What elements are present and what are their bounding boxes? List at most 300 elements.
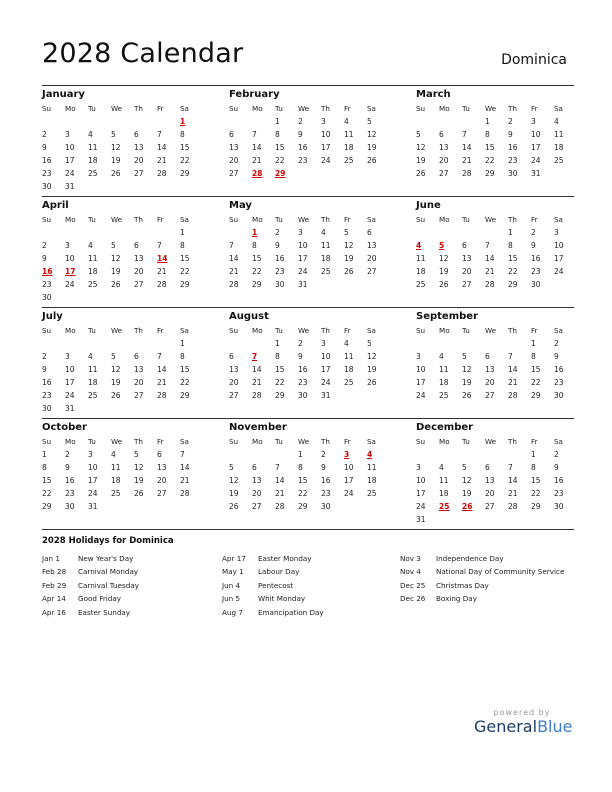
weekday-label: Tu: [462, 326, 470, 335]
day-grid: [229, 213, 381, 291]
holiday-date: Feb 28: [42, 567, 67, 577]
weekday-label: Mo: [439, 104, 450, 113]
day-cell: 30: [42, 404, 52, 413]
day-cell: 21: [229, 267, 239, 276]
day-cell: 27: [134, 391, 144, 400]
day-cell: 20: [134, 378, 144, 387]
holiday-item: [42, 606, 139, 619]
day-cell: 7: [508, 463, 513, 472]
day-cell: 14: [252, 143, 262, 152]
calendar-grid: [42, 85, 574, 530]
holiday-name: Labour Day: [258, 567, 300, 577]
holiday-date: Feb 29: [42, 580, 67, 590]
day-cell: 18: [416, 267, 426, 276]
weekday-label: Fr: [344, 326, 351, 335]
day-cell: 6: [462, 241, 467, 250]
holiday-day: 17: [65, 267, 76, 276]
day-cell: 24: [321, 378, 331, 387]
day-cell: 2: [42, 352, 47, 361]
day-cell: 25: [554, 156, 564, 165]
day-cell: 23: [42, 169, 52, 178]
empty-cell: [439, 337, 462, 350]
weekday-label: Su: [42, 326, 52, 335]
day-cell: 10: [65, 254, 75, 263]
day-cell: 27: [485, 391, 495, 400]
holiday-day: 3: [344, 450, 350, 459]
brand-name: [474, 717, 573, 736]
day-cell: 13: [229, 365, 239, 374]
holiday-date: Jan 1: [42, 554, 60, 563]
weekday-label: Th: [134, 215, 143, 224]
holiday-column: [42, 552, 139, 619]
day-cell: 27: [134, 169, 144, 178]
day-cell: 14: [157, 143, 167, 152]
day-cell: 10: [298, 241, 308, 250]
day-cell: 30: [531, 280, 541, 289]
day-cell: 22: [275, 156, 285, 165]
month-name: August: [229, 311, 269, 322]
weekday-label: Su: [416, 104, 426, 113]
day-cell: 28: [229, 280, 239, 289]
day-cell: 31: [65, 182, 75, 191]
day-cell: 27: [439, 169, 449, 178]
month-august: [229, 310, 381, 402]
day-cell: 29: [180, 280, 190, 289]
day-cell: 18: [321, 254, 331, 263]
day-cell: 4: [88, 352, 93, 361]
day-cell: 18: [88, 267, 98, 276]
day-cell: 10: [65, 143, 75, 152]
weekday-label: We: [111, 104, 123, 113]
day-cell: 9: [65, 463, 70, 472]
day-cell: 7: [462, 130, 467, 139]
day-cell: 8: [298, 463, 303, 472]
day-cell: 14: [252, 365, 262, 374]
day-cell: 15: [180, 365, 190, 374]
day-cell: 31: [321, 391, 331, 400]
day-cell: 13: [157, 463, 167, 472]
day-cell: 16: [321, 476, 331, 485]
day-cell: 26: [367, 156, 377, 165]
day-cell: 10: [416, 476, 426, 485]
weekday-label: Fr: [344, 215, 351, 224]
day-cell: 19: [367, 365, 377, 374]
weekday-label: Tu: [462, 215, 470, 224]
day-cell: 3: [416, 352, 421, 361]
weekday-label: Th: [508, 326, 517, 335]
day-cell: 17: [416, 378, 426, 387]
day-cell: 20: [229, 156, 239, 165]
day-cell: 6: [134, 241, 139, 250]
holiday-day: 25: [439, 502, 450, 511]
day-cell: 6: [229, 352, 234, 361]
day-cell: 19: [462, 489, 472, 498]
day-cell: 22: [180, 378, 190, 387]
day-cell: 7: [252, 130, 257, 139]
day-cell: 16: [554, 365, 564, 374]
day-cell: 25: [321, 267, 331, 276]
day-cell: 2: [298, 117, 303, 126]
day-grid: [229, 324, 381, 402]
day-cell: 20: [485, 489, 495, 498]
weekday-label: Th: [134, 326, 143, 335]
month-name: March: [416, 89, 451, 100]
empty-cell: [229, 115, 252, 128]
holiday-name: Easter Monday: [258, 554, 312, 563]
weekday-label: Th: [508, 437, 517, 446]
empty-cell: [157, 226, 180, 239]
day-cell: 27: [157, 489, 167, 498]
day-cell: 31: [65, 404, 75, 413]
day-cell: 21: [485, 267, 495, 276]
empty-cell: [275, 448, 298, 461]
day-cell: 8: [180, 352, 185, 361]
day-cell: 10: [65, 365, 75, 374]
day-cell: 20: [157, 476, 167, 485]
day-cell: 4: [344, 117, 349, 126]
day-cell: 15: [275, 365, 285, 374]
holiday-day: 1: [252, 228, 258, 237]
day-cell: 4: [321, 228, 326, 237]
day-cell: 8: [180, 241, 185, 250]
holiday-day: 29: [275, 169, 286, 178]
weekday-label: Fr: [157, 437, 164, 446]
holiday-day: 28: [252, 169, 263, 178]
weekday-label: Mo: [439, 437, 450, 446]
weekday-label: Mo: [65, 215, 76, 224]
day-cell: 26: [134, 489, 144, 498]
day-cell: 12: [367, 352, 377, 361]
holiday-item: [400, 552, 564, 565]
day-cell: 4: [344, 339, 349, 348]
holiday-day: 16: [42, 267, 53, 276]
holiday-name: Boxing Day: [436, 594, 477, 604]
weekday-label: Su: [229, 104, 239, 113]
weekday-label: Th: [508, 104, 517, 113]
weekday-label: Sa: [180, 326, 189, 335]
day-cell: 11: [439, 365, 449, 374]
weekday-label: Mo: [65, 104, 76, 113]
empty-cell: [462, 226, 485, 239]
holiday-name: Whit Monday: [258, 594, 306, 604]
day-cell: 25: [88, 391, 98, 400]
weekday-label: Th: [134, 437, 143, 446]
holiday-date: Nov 3: [400, 554, 421, 563]
day-cell: 18: [111, 476, 121, 485]
day-cell: 25: [111, 489, 121, 498]
weekday-label: Sa: [554, 326, 563, 335]
holiday-column: [222, 552, 324, 619]
empty-cell: [439, 115, 462, 128]
day-cell: 9: [42, 254, 47, 263]
day-cell: 15: [508, 254, 518, 263]
day-cell: 13: [439, 143, 449, 152]
empty-cell: [42, 115, 65, 128]
day-cell: 23: [298, 156, 308, 165]
day-grid: [42, 435, 194, 513]
day-cell: 1: [508, 228, 513, 237]
holiday-date: Jun 4: [222, 580, 241, 590]
day-cell: 23: [42, 391, 52, 400]
day-cell: 15: [275, 143, 285, 152]
day-cell: 26: [229, 502, 239, 511]
day-cell: 19: [134, 476, 144, 485]
day-cell: 8: [180, 130, 185, 139]
day-cell: 25: [88, 169, 98, 178]
day-cell: 23: [321, 489, 331, 498]
day-cell: 11: [321, 241, 331, 250]
day-cell: 10: [554, 241, 564, 250]
day-cell: 31: [531, 169, 541, 178]
day-cell: 16: [42, 378, 52, 387]
day-cell: 21: [508, 378, 518, 387]
day-cell: 9: [275, 241, 280, 250]
weekday-label: Tu: [88, 437, 96, 446]
day-cell: 25: [416, 280, 426, 289]
weekday-label: Tu: [462, 437, 470, 446]
day-cell: 26: [344, 267, 354, 276]
day-grid: [416, 435, 568, 526]
weekday-label: We: [485, 104, 497, 113]
day-grid: [42, 324, 194, 415]
holiday-name: Independence Day: [436, 554, 504, 563]
day-cell: 30: [298, 391, 308, 400]
day-cell: 14: [508, 476, 518, 485]
day-cell: 19: [111, 156, 121, 165]
day-cell: 21: [157, 156, 167, 165]
weekday-label: Sa: [367, 326, 376, 335]
day-cell: 15: [531, 476, 541, 485]
day-cell: 22: [180, 156, 190, 165]
day-cell: 20: [439, 156, 449, 165]
empty-cell: [252, 115, 275, 128]
day-cell: 4: [439, 463, 444, 472]
empty-cell: [508, 337, 531, 350]
country-name: Dominica: [501, 52, 567, 68]
day-cell: 28: [157, 391, 167, 400]
weekday-label: Mo: [65, 326, 76, 335]
month-name: October: [42, 422, 87, 433]
empty-cell: [439, 448, 462, 461]
day-cell: 24: [416, 502, 426, 511]
day-cell: 28: [157, 280, 167, 289]
day-cell: 1: [485, 117, 490, 126]
day-cell: 19: [344, 254, 354, 263]
day-cell: 8: [42, 463, 47, 472]
weekday-label: Sa: [180, 437, 189, 446]
weekday-label: Sa: [367, 215, 376, 224]
month-may: [229, 199, 381, 291]
day-cell: 30: [42, 182, 52, 191]
empty-cell: [229, 337, 252, 350]
day-cell: 17: [554, 254, 564, 263]
day-cell: 2: [275, 228, 280, 237]
day-cell: 30: [508, 169, 518, 178]
day-cell: 26: [367, 378, 377, 387]
day-cell: 12: [111, 365, 121, 374]
day-cell: 28: [485, 280, 495, 289]
day-cell: 17: [65, 378, 75, 387]
day-cell: 15: [531, 365, 541, 374]
day-cell: 28: [275, 502, 285, 511]
day-cell: 20: [462, 267, 472, 276]
holiday-item: [400, 579, 564, 592]
holiday-name: National Day of Community Service: [436, 567, 565, 577]
day-cell: 4: [88, 130, 93, 139]
day-cell: 3: [65, 241, 70, 250]
holiday-item: [222, 565, 324, 578]
day-cell: 15: [180, 143, 190, 152]
day-cell: 15: [180, 254, 190, 263]
empty-cell: [111, 337, 134, 350]
holiday-item: [400, 565, 564, 578]
weekday-label: Sa: [367, 437, 376, 446]
day-cell: 16: [65, 476, 75, 485]
day-cell: 16: [298, 143, 308, 152]
day-grid: [416, 213, 568, 291]
holiday-date: Jun 5: [222, 594, 241, 604]
month-november: [229, 421, 381, 513]
day-cell: 24: [531, 156, 541, 165]
day-cell: 10: [88, 463, 98, 472]
empty-cell: [134, 226, 157, 239]
day-cell: 25: [367, 489, 377, 498]
day-cell: 17: [321, 365, 331, 374]
day-cell: 29: [180, 391, 190, 400]
empty-cell: [42, 226, 65, 239]
month-row: [42, 307, 574, 418]
day-cell: 30: [275, 280, 285, 289]
day-cell: 20: [485, 378, 495, 387]
holiday-item: [42, 579, 139, 592]
month-row: [42, 196, 574, 307]
day-cell: 5: [367, 117, 372, 126]
day-cell: 18: [439, 489, 449, 498]
day-cell: 17: [65, 156, 75, 165]
day-cell: 3: [321, 117, 326, 126]
weekday-label: Su: [416, 437, 426, 446]
weekday-label: Su: [229, 215, 239, 224]
day-cell: 12: [462, 476, 472, 485]
month-march: [416, 88, 568, 180]
day-cell: 24: [88, 489, 98, 498]
day-cell: 8: [275, 352, 280, 361]
day-cell: 3: [298, 228, 303, 237]
day-cell: 18: [88, 378, 98, 387]
weekday-label: Tu: [275, 215, 283, 224]
month-january: [42, 88, 194, 193]
empty-cell: [111, 115, 134, 128]
holiday-date: Apr 16: [42, 607, 66, 617]
empty-cell: [485, 448, 508, 461]
day-cell: 27: [367, 267, 377, 276]
day-cell: 21: [462, 156, 472, 165]
day-cell: 9: [508, 130, 513, 139]
month-name: November: [229, 422, 287, 433]
day-cell: 8: [485, 130, 490, 139]
day-cell: 3: [554, 228, 559, 237]
day-cell: 13: [134, 254, 144, 263]
day-cell: 16: [42, 156, 52, 165]
weekday-label: Su: [416, 215, 426, 224]
day-cell: 22: [508, 267, 518, 276]
day-cell: 16: [531, 254, 541, 263]
day-cell: 9: [531, 241, 536, 250]
day-cell: 7: [508, 352, 513, 361]
day-cell: 4: [111, 450, 116, 459]
day-cell: 11: [344, 130, 354, 139]
empty-cell: [65, 226, 88, 239]
weekday-label: Th: [321, 437, 330, 446]
weekday-label: We: [298, 326, 310, 335]
empty-cell: [88, 337, 111, 350]
day-cell: 15: [298, 476, 308, 485]
day-cell: 4: [439, 352, 444, 361]
day-cell: 26: [439, 280, 449, 289]
empty-cell: [88, 115, 111, 128]
day-cell: 3: [416, 463, 421, 472]
day-cell: 29: [531, 391, 541, 400]
holiday-day: 26: [462, 502, 473, 511]
holiday-name: Good Friday: [78, 594, 121, 604]
day-cell: 5: [367, 339, 372, 348]
month-row: [42, 85, 574, 196]
weekday-label: We: [298, 437, 310, 446]
weekday-label: Mo: [65, 437, 76, 446]
day-cell: 10: [344, 463, 354, 472]
weekday-label: Th: [508, 215, 517, 224]
brand-name-part1: General: [474, 717, 538, 736]
day-cell: 20: [229, 378, 239, 387]
day-cell: 22: [252, 267, 262, 276]
day-cell: 7: [229, 241, 234, 250]
day-cell: 4: [88, 241, 93, 250]
empty-cell: [157, 115, 180, 128]
day-cell: 16: [554, 476, 564, 485]
month-june: [416, 199, 568, 291]
weekday-label: Su: [42, 437, 52, 446]
day-cell: 22: [531, 378, 541, 387]
day-cell: 30: [321, 502, 331, 511]
day-cell: 11: [344, 352, 354, 361]
month-name: January: [42, 89, 85, 100]
day-cell: 17: [298, 254, 308, 263]
day-cell: 14: [157, 365, 167, 374]
empty-cell: [462, 115, 485, 128]
day-cell: 12: [111, 143, 121, 152]
day-cell: 27: [462, 280, 472, 289]
day-cell: 9: [42, 365, 47, 374]
day-cell: 21: [252, 378, 262, 387]
empty-cell: [229, 226, 252, 239]
day-cell: 11: [111, 463, 121, 472]
day-cell: 12: [134, 463, 144, 472]
day-cell: 26: [416, 169, 426, 178]
month-december: [416, 421, 568, 526]
weekday-label: We: [298, 104, 310, 113]
day-cell: 7: [180, 450, 185, 459]
day-cell: 23: [42, 280, 52, 289]
empty-cell: [134, 337, 157, 350]
day-cell: 13: [134, 143, 144, 152]
day-cell: 16: [275, 254, 285, 263]
day-cell: 12: [229, 476, 239, 485]
day-cell: 22: [180, 267, 190, 276]
empty-cell: [416, 115, 439, 128]
day-cell: 20: [134, 267, 144, 276]
weekday-label: Su: [42, 104, 52, 113]
day-cell: 19: [111, 378, 121, 387]
